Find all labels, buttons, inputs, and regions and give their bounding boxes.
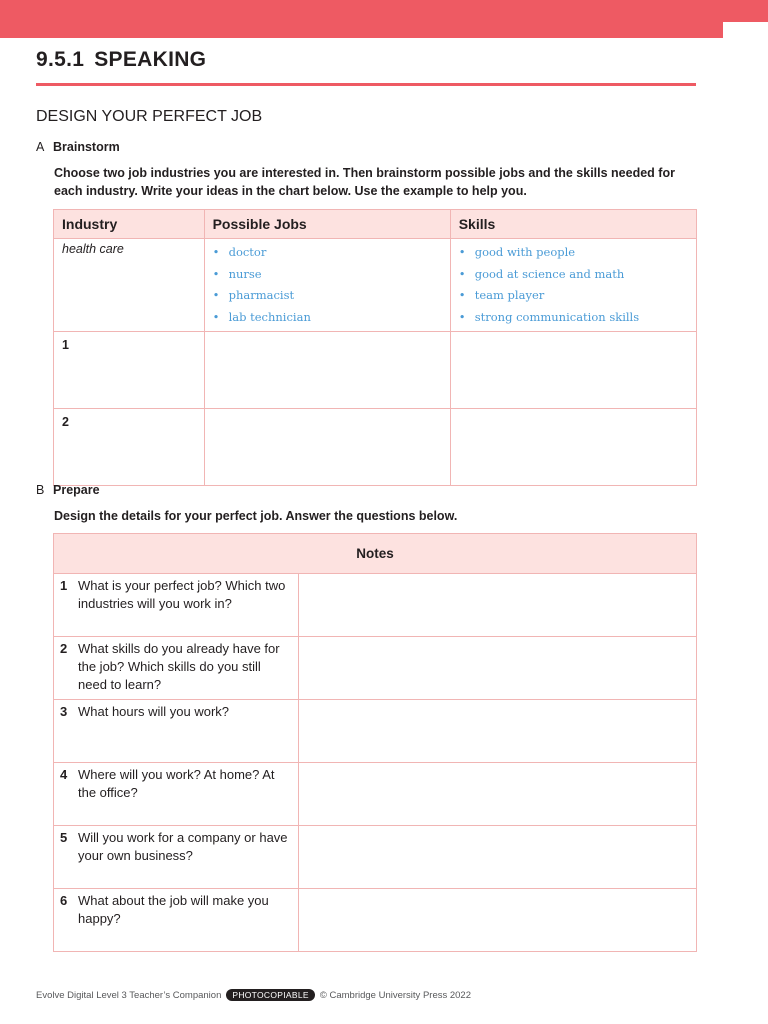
section-name: SPEAKING [94,48,207,71]
notes-cell[interactable] [299,889,697,952]
question-text: Will you work for a company or have your own business? [78,830,288,863]
photocopiable-badge: PHOTOCOPIABLE [226,989,315,1001]
list-item: • team player [458,288,545,302]
page-footer [36,989,471,1001]
example-skills-cell [450,239,696,332]
question-number: 2 [60,641,68,656]
question-number: 3 [60,704,68,719]
part-a-title: Brainstorm [53,140,120,154]
jobs-1-cell[interactable] [204,332,450,409]
skills-2-cell[interactable] [450,409,696,486]
question-cell [54,700,299,763]
table-row [54,763,697,826]
list-item: • good with people [458,245,576,259]
part-b-letter: B [36,483,45,497]
notes-cell[interactable] [299,637,697,700]
table-row [54,332,697,409]
top-banner [0,0,768,38]
header-skills: Skills [450,210,696,239]
example-jobs-list [213,242,442,328]
brainstorm-header-row [54,210,697,239]
jobs-2-cell[interactable] [204,409,450,486]
question-text: What about the job will make you happy? [78,893,269,926]
question-text: What skills do you already have for the job? Which skills do you still need to learn? [78,641,280,692]
header-notes: Notes [54,534,697,574]
notes-cell[interactable] [299,574,697,637]
part-b-title: Prepare [53,483,100,497]
part-a-letter: A [36,140,45,154]
table-row [54,889,697,952]
industry-1-cell[interactable] [54,332,205,409]
part-b-label [36,483,100,497]
row-number: 2 [62,415,69,429]
part-b-instructions: Design the details for your perfect job. Answer the questions below. [54,509,458,523]
question-number: 1 [60,578,68,593]
question-cell [54,574,299,637]
footer-copyright: © Cambridge University Press 2022 [319,989,472,1001]
question-cell [54,889,299,952]
section-title [36,48,206,72]
example-industry-cell [54,239,205,332]
question-text: Where will you work? At home? At the office? [78,767,275,800]
table-row [54,409,697,486]
prepare-table [53,533,697,952]
question-number: 6 [60,893,68,908]
notes-cell[interactable] [299,700,697,763]
example-skills-list [459,242,688,328]
list-item: • doctor [212,245,267,259]
list-item: • strong communication skills [458,309,640,324]
example-industry: health care [62,242,124,256]
section-number: 9.5.1 [36,48,85,71]
table-row [54,700,697,763]
notes-cell[interactable] [299,763,697,826]
table-row [54,637,697,700]
skills-1-cell[interactable] [450,332,696,409]
part-a-instructions: Choose two job industries you are interested in. Then brainstorm possible jobs and the skills needed for each industry. Write your ideas in the chart below. Use the example to help you. [54,166,675,198]
list-item: • lab technician [212,309,311,324]
question-number: 5 [60,830,68,845]
question-cell [54,637,299,700]
list-item: • pharmacist [212,288,295,302]
question-cell [54,763,299,826]
table-row [54,574,697,637]
question-number: 4 [60,767,68,782]
table-row [54,826,697,889]
notes-cell[interactable] [299,826,697,889]
industry-2-cell[interactable] [54,409,205,486]
list-item: • good at science and math [458,266,625,281]
example-jobs-cell [204,239,450,332]
question-cell [54,826,299,889]
row-number: 1 [62,338,69,352]
footer-book-title: Evolve Digital Level 3 Teacher’s Companion [36,989,222,1001]
brainstorm-table [53,209,697,486]
header-industry: Industry [54,210,205,239]
title-rule [36,83,696,86]
question-text: What hours will you work? [78,704,229,719]
page-heading: DESIGN YOUR PERFECT JOB [36,108,263,125]
question-text: What is your perfect job? Which two industries will you work in? [78,578,286,611]
part-a-label [36,140,120,154]
example-row [54,239,697,332]
prepare-header-row [54,534,697,574]
banner-cutout [723,22,768,38]
list-item: • nurse [212,266,262,281]
header-possible-jobs: Possible Jobs [204,210,450,239]
